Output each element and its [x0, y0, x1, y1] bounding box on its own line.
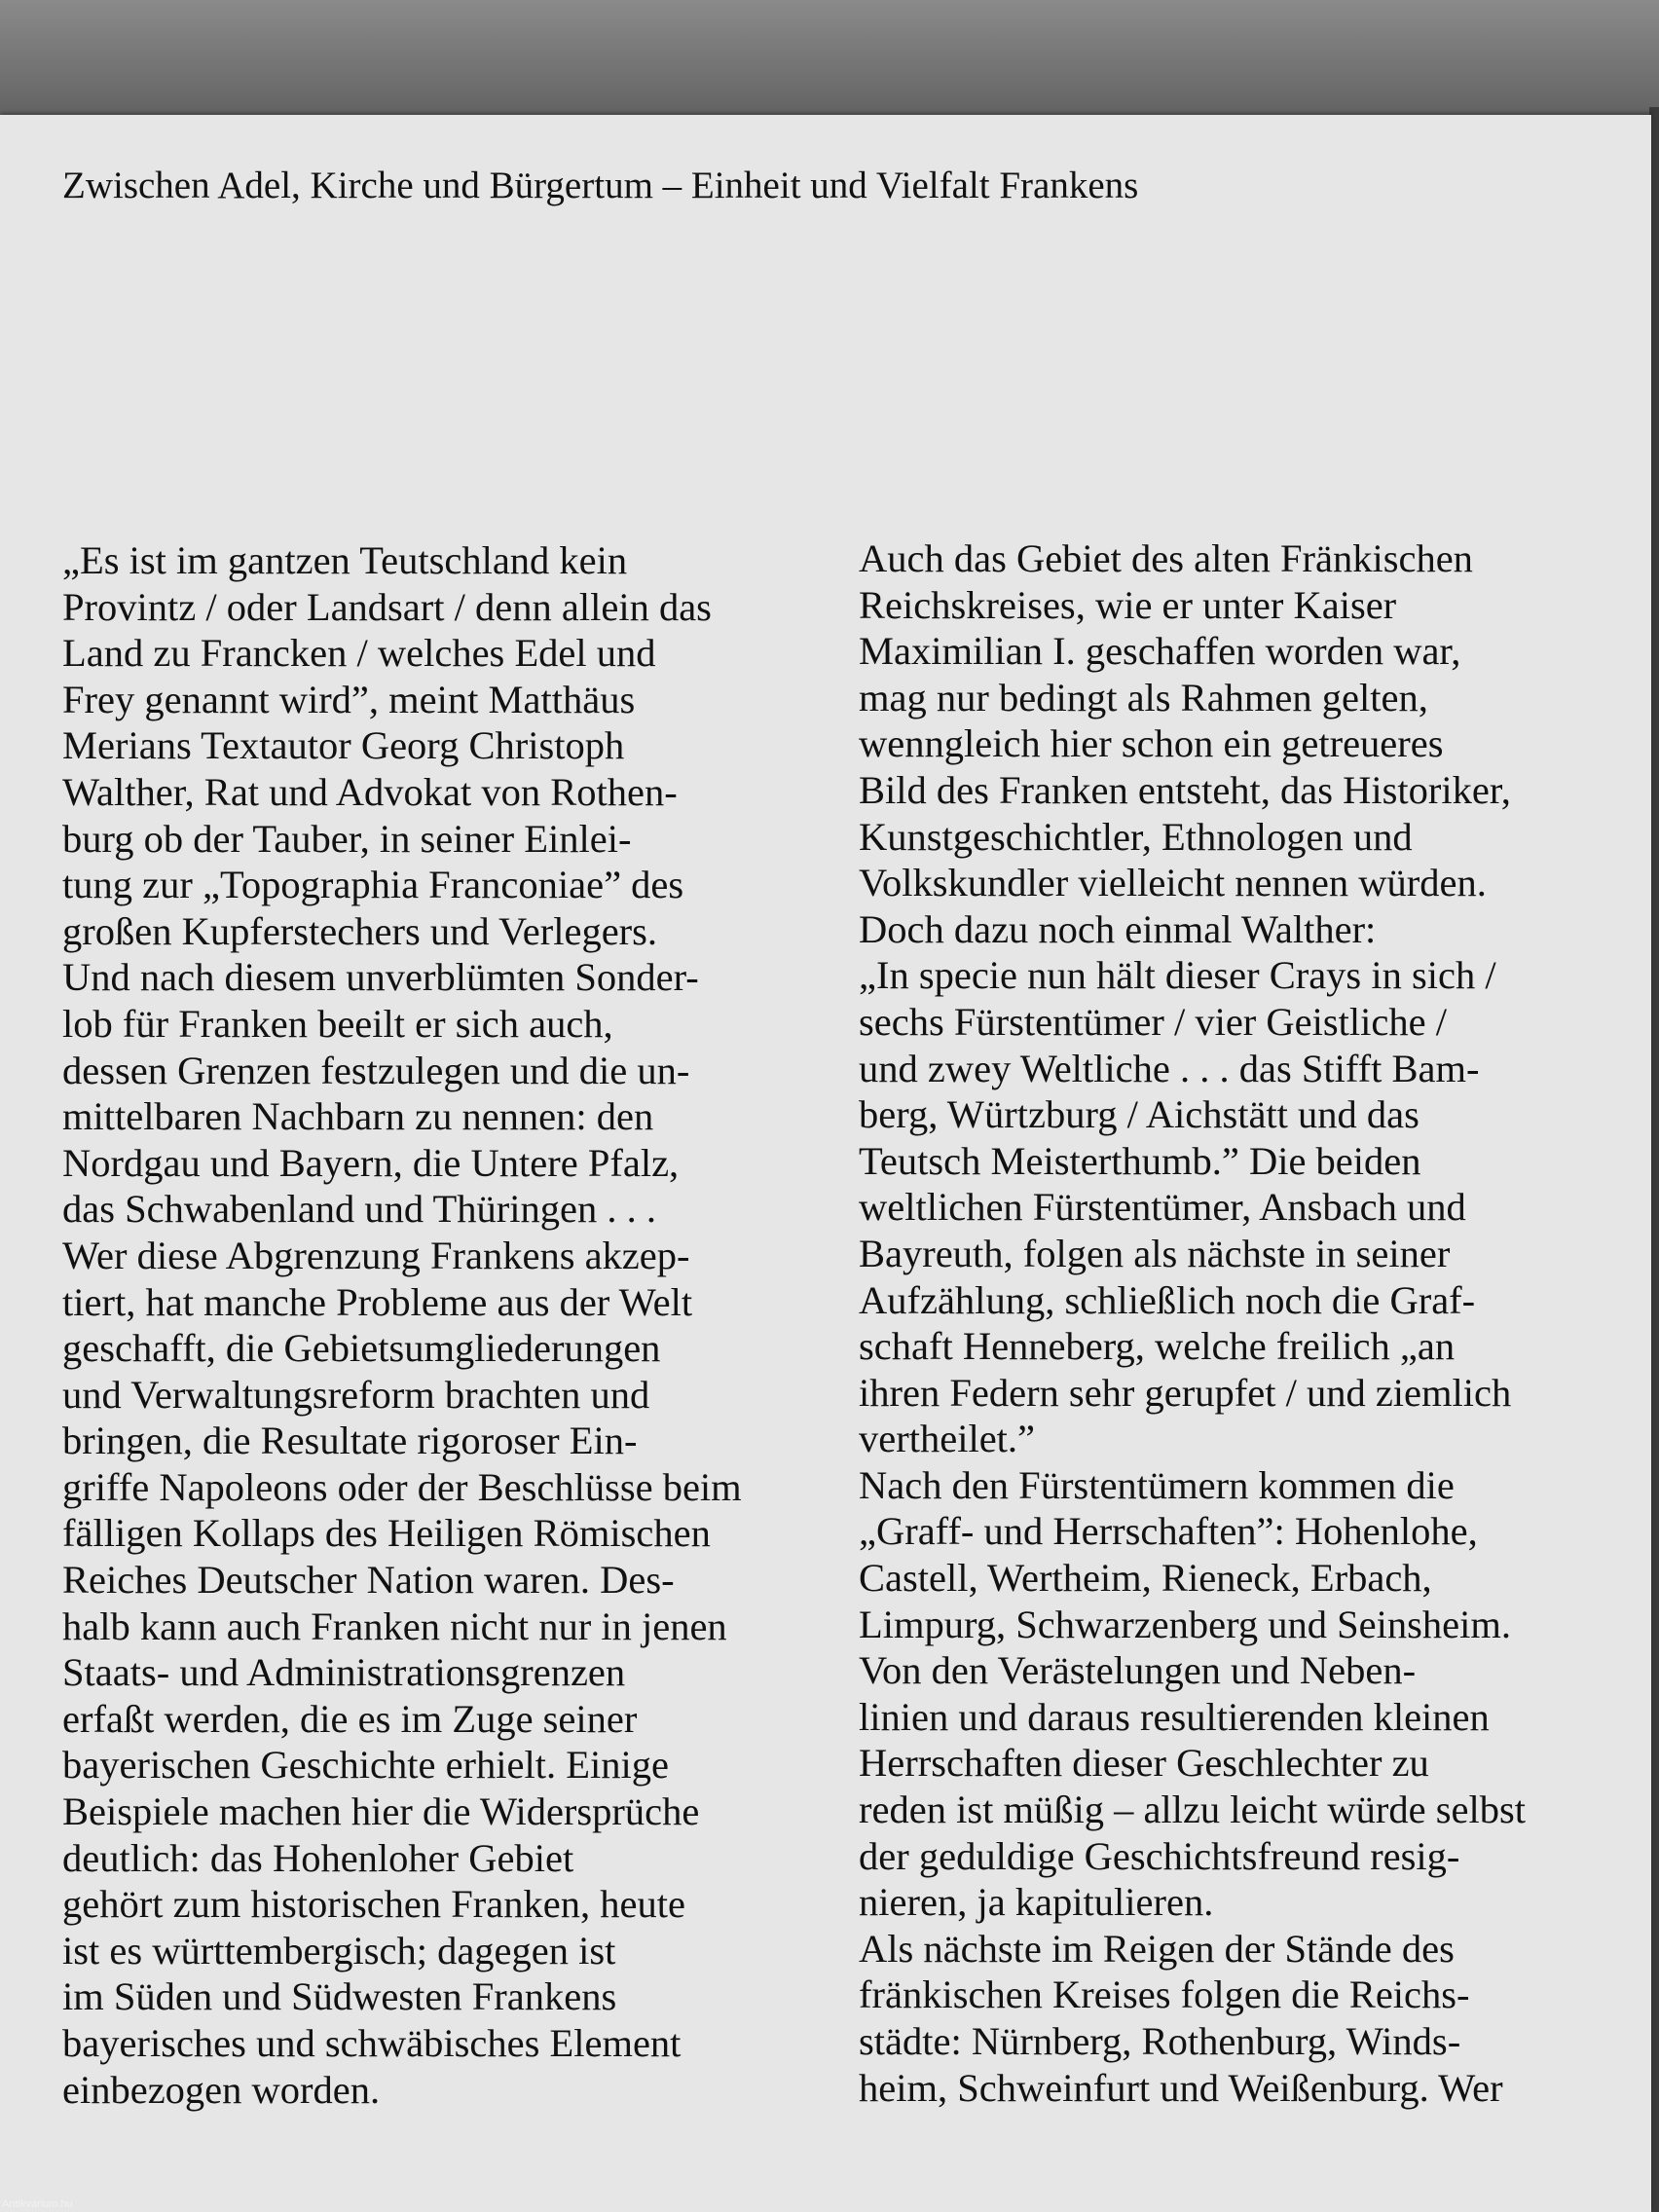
text-line: Walther, Rat und Advokat von Rothen- [62, 769, 678, 814]
text-line: lob für Franken beeilt er sich auch, [62, 1001, 613, 1046]
text-line: weltlichen Fürstentümer, Ansbach und [859, 1185, 1466, 1230]
text-line: Staats- und Administrationsgrenzen [62, 1650, 626, 1695]
text-line: sechs Fürstentümer / vier Geistliche / [859, 999, 1447, 1044]
text-line: fränkischen Kreises folgen die Reichs- [859, 1972, 1470, 2017]
text-line: bayerisches und schwäbisches Element [62, 2021, 682, 2065]
text-line: und zwey Weltliche . . . das Stifft Bam- [859, 1046, 1480, 1090]
text-line: erfaßt werden, die es im Zuge seiner [62, 1696, 638, 1741]
text-line: Provintz / oder Landsart / denn allein das [62, 584, 712, 629]
text-line: „Es ist im gantzen Teutschland kein [62, 538, 628, 582]
text-line: schaft Henneberg, welche freilich „an [859, 1324, 1456, 1369]
text-line: geschafft, die Gebietsumgliederungen [62, 1326, 661, 1371]
text-line: vertheilet.” [859, 1417, 1036, 1461]
book-page [0, 115, 1651, 2212]
text-line: Nordgau und Bayern, die Untere Pfalz, [62, 1140, 680, 1185]
text-line: deutlich: das Hohenloher Gebiet [62, 1835, 574, 1880]
text-line: das Schwabenland und Thüringen . . . [62, 1187, 657, 1232]
text-line: Kunstgeschichtler, Ethnologen und [859, 814, 1413, 859]
text-line: Volkskundler vielleicht nennen würden. [859, 861, 1487, 905]
text-line: „In specie nun hält dieser Crays in sich / [859, 953, 1496, 998]
text-line: Herrschaften dieser Geschlechter zu [859, 1741, 1429, 1786]
text-line: heim, Schweinfurt und Weißenburg. Wer [859, 2065, 1503, 2110]
text-line: Reiches Deutscher Nation waren. Des- [62, 1558, 675, 1603]
text-line: Bild des Franken entsteht, das Historiker, [859, 767, 1511, 812]
text-line: Auch das Gebiet des alten Fränkischen [859, 536, 1473, 580]
text-line: halb kann auch Franken nicht nur in jenen [62, 1604, 727, 1648]
text-line: einbezogen worden. [62, 2067, 381, 2112]
text-line: Frey genannt wird”, meint Matthäus [62, 677, 636, 721]
text-line: mittelbaren Nachbarn zu nennen: den [62, 1094, 654, 1139]
text-line: linien und daraus resultierenden kleinen [859, 1694, 1490, 1739]
text-line: burg ob der Tauber, in seiner Einlei- [62, 816, 632, 861]
text-line: Land zu Francken / welches Edel und [62, 631, 656, 676]
text-line: Als nächste im Reigen der Stände des [859, 1926, 1455, 1971]
text-line: „Graff- und Herrschaften”: Hohenlohe, [859, 1509, 1478, 1554]
text-line: gehört zum historischen Franken, heute [62, 1882, 685, 1927]
text-line: Castell, Wertheim, Rieneck, Erbach, [859, 1556, 1432, 1601]
text-line: Teutsch Meisterthumb.” Die beiden [859, 1138, 1421, 1183]
text-line: dessen Grenzen festzulegen und die un- [62, 1048, 690, 1092]
text-line: Limpurg, Schwarzenberg und Seinsheim. [859, 1602, 1512, 1646]
text-line: Von den Verästelungen und Neben- [859, 1648, 1417, 1693]
text-line: Wer diese Abgrenzung Frankens akzep- [62, 1233, 690, 1277]
text-line: reden ist müßig – allzu leicht würde selbst [859, 1788, 1526, 1832]
text-line: ist es württembergisch; dagegen ist [62, 1928, 616, 1972]
text-line: bayerischen Geschichte erhielt. Einige [62, 1743, 669, 1788]
text-line: fälligen Kollaps des Heiligen Römischen [62, 1511, 711, 1556]
text-line: mag nur bedingt als Rahmen gelten, [859, 675, 1428, 719]
text-line: großen Kupferstechers und Verlegers. [62, 908, 658, 953]
text-line: und Verwaltungsreform brachten und [62, 1372, 650, 1417]
text-line: Doch dazu noch einmal Walther: [859, 906, 1377, 951]
text-line: tung zur „Topographia Franconiae” des [62, 863, 684, 907]
text-line: nieren, ja kapitulieren. [859, 1880, 1214, 1925]
page-heading: Zwischen Adel, Kirche und Bürgertum – Einheit und Vielfalt Frankens [62, 165, 1139, 206]
text-line: berg, Würtzburg / Aichstätt und das [859, 1092, 1419, 1137]
text-line: Und nach diesem unverblümten Sonder- [62, 955, 699, 1000]
watermark-text: Antikvárium.hu [2, 2198, 73, 2210]
text-line: Bayreuth, folgen als nächste in seiner [859, 1231, 1451, 1275]
text-line: Aufzählung, schließlich noch die Graf- [859, 1277, 1476, 1322]
right-text-column [859, 535, 1638, 2111]
left-text-column [62, 537, 841, 2113]
text-line: tiert, hat manche Probleme aus der Welt [62, 1279, 693, 1324]
text-line: Merians Textautor Georg Christoph [62, 723, 625, 768]
text-line: griffe Napoleons oder der Beschlüsse beim [62, 1464, 742, 1509]
text-line: ihren Federn sehr gerupfet / und ziemlich [859, 1370, 1512, 1415]
text-line: Maximilian I. geschaffen worden war, [859, 629, 1461, 674]
text-line: städte: Nürnberg, Rothenburg, Winds- [859, 2019, 1461, 2063]
text-line: der geduldige Geschichtsfreund resig- [859, 1833, 1460, 1878]
text-line: wenngleich hier schon ein getreueres [859, 721, 1444, 766]
text-line: Beispiele machen hier die Widersprüche [62, 1789, 700, 1834]
text-line: im Süden und Südwesten Frankens [62, 1974, 617, 2019]
text-line: bringen, die Resultate rigoroser Ein- [62, 1419, 638, 1463]
text-line: Nach den Fürstentümern kommen die [859, 1462, 1455, 1507]
text-line: Reichskreises, wie er unter Kaiser [859, 582, 1397, 627]
